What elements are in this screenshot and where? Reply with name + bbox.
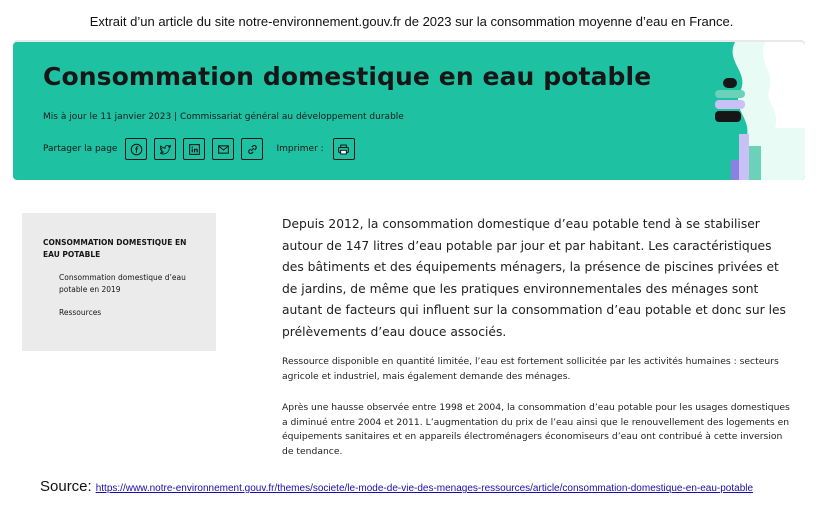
share-email-button[interactable] — [212, 138, 234, 160]
share-bar — [43, 136, 362, 162]
source-line — [40, 478, 753, 495]
summary-item-consommation-2019[interactable]: Consommation domestique d’eau potable en 2019 — [59, 273, 186, 294]
copy-link-button[interactable] — [241, 138, 263, 160]
printer-icon — [337, 143, 350, 156]
share-label: Partager la page — [43, 144, 118, 154]
share-twitter-button[interactable] — [154, 138, 176, 160]
article-banner — [13, 42, 805, 180]
caption: Extrait d’un article du site notre-environnement.gouv.fr de 2023 sur la consommation moyenne d’eau en France. — [89, 14, 734, 29]
article-lead: Depuis 2012, la consommation domestique d’eau potable tend à se stabiliser autour de 147 litres d’eau potable par jour et par habitant. Les caractéristiques des bâtiments et des équipements ménagers, la présence de piscines privées et de jardins, de même que les pratiques environnementales des ménages sont autant de facteurs qui influent sur la consommation d’eau potable et donc sur les prélèvements d’eau douce associés. — [282, 217, 786, 339]
article-paragraph: Ressource disponible en quantité limitée, l’eau est fortement sollicitée par les activités humaines : secteurs agricole et industriel, mais également demande des ménages. — [282, 356, 779, 382]
update-meta: Mis à jour le 11 janvier 2023 | Commissariat général au développement durable — [43, 112, 404, 122]
linkedin-icon — [188, 143, 201, 156]
link-icon — [246, 143, 259, 156]
print-button[interactable] — [333, 138, 355, 160]
facebook-icon — [130, 143, 143, 156]
print-label: Imprimer : — [276, 144, 324, 154]
summary-item-ressources[interactable]: Ressources — [59, 308, 102, 317]
share-facebook-button[interactable] — [125, 138, 147, 160]
source-link[interactable]: https://www.notre-environnement.gouv.fr/themes/societe/le-mode-de-vie-des-menages-ressources/article/consommation-domestique-en-eau-potable — [95, 483, 754, 494]
mail-icon — [217, 143, 230, 156]
share-linkedin-button[interactable] — [183, 138, 205, 160]
twitter-icon — [159, 143, 172, 156]
summary-menu — [22, 213, 216, 351]
source-label: Source: — [40, 478, 92, 495]
summary-menu-title: CONSOMMATION DOMESTIQUE EN EAU POTABLE — [43, 238, 187, 259]
page-title: Consommation domestique en eau potable — [43, 62, 652, 91]
banner-illustration — [695, 42, 805, 180]
article-paragraph: Après une hausse observée entre 1998 et 2004, la consommation d’eau potable pour les usages domestiques a diminué entre 2004 et 2011. L’augmentation du prix de l’eau ainsi que le renouvellement des logements en équipements sanitaires et en appareils électroménagers économiseurs d’eau ont contribué à cette inversion de tendance. — [282, 402, 790, 457]
